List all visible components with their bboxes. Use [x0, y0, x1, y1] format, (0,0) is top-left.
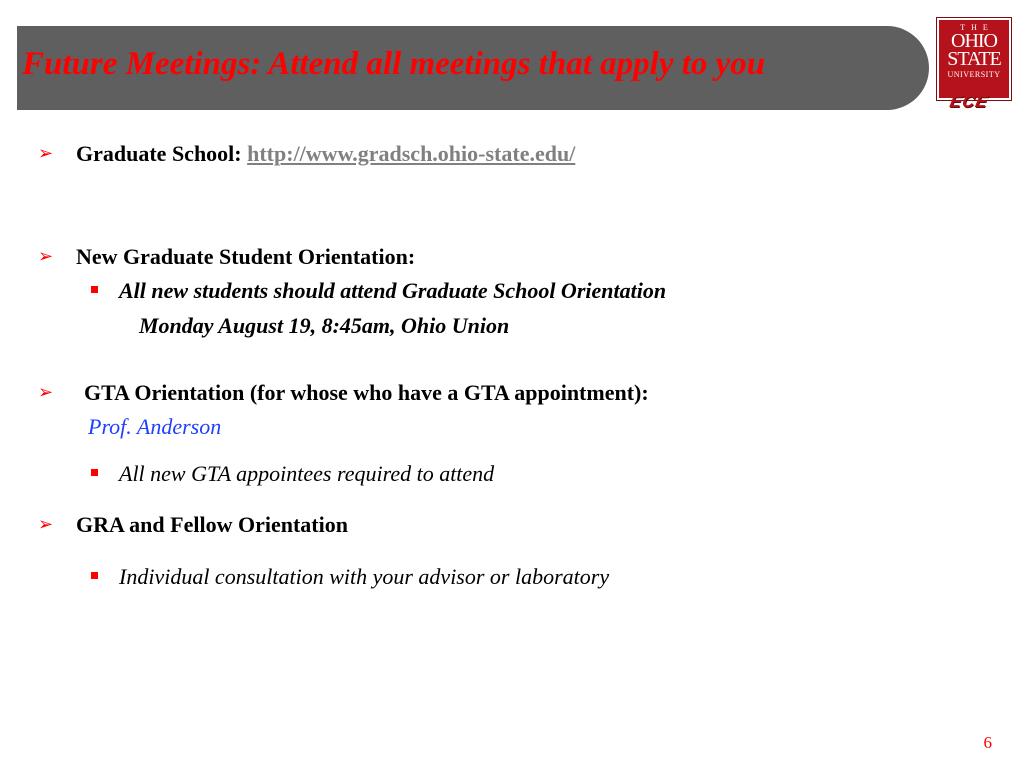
orientation-line1: All new students should attend Graduate School Orientation: [119, 278, 667, 303]
gta-heading: GTA Orientation (for whose who have a GTA appointment):: [84, 380, 649, 405]
slide-title: Future Meetings: Attend all meetings that apply to you: [22, 46, 766, 82]
page-number: 6: [983, 733, 992, 752]
arrow-bullet-icon: ➢: [38, 246, 54, 267]
logo-university: UNIVERSITY: [947, 70, 1001, 79]
gra-sub-item: Individual consultation with your advisor or laboratory: [119, 564, 610, 589]
square-bullet-icon: [91, 286, 98, 293]
gta-sub-item: All new GTA appointees required to attend: [119, 461, 495, 486]
grad-school-item: [76, 141, 575, 167]
square-bullet-icon: [91, 572, 98, 579]
square-bullet-icon: [91, 469, 98, 476]
arrow-bullet-icon: ➢: [38, 514, 54, 535]
gra-heading: GRA and Fellow Orientation: [76, 512, 348, 537]
logo-state: STATE: [947, 48, 1001, 70]
orientation-line2: Monday August 19, 8:45am, Ohio Union: [139, 313, 510, 338]
grad-school-link[interactable]: http://www.gradsch.ohio-state.edu/: [247, 141, 576, 166]
orientation-heading: New Graduate Student Orientation:: [76, 244, 416, 269]
arrow-bullet-icon: ➢: [38, 382, 54, 403]
grad-school-label: Graduate School:: [76, 141, 242, 166]
osu-ece-logo: [932, 14, 1018, 116]
logo-the: THE: [960, 23, 994, 32]
arrow-bullet-icon: ➢: [38, 143, 54, 164]
osu-logo-box: [937, 18, 1011, 100]
logo-ece: ECE: [948, 92, 991, 111]
logo-ohio: OHIO: [951, 30, 997, 52]
gta-contact: Prof. Anderson: [88, 414, 222, 439]
